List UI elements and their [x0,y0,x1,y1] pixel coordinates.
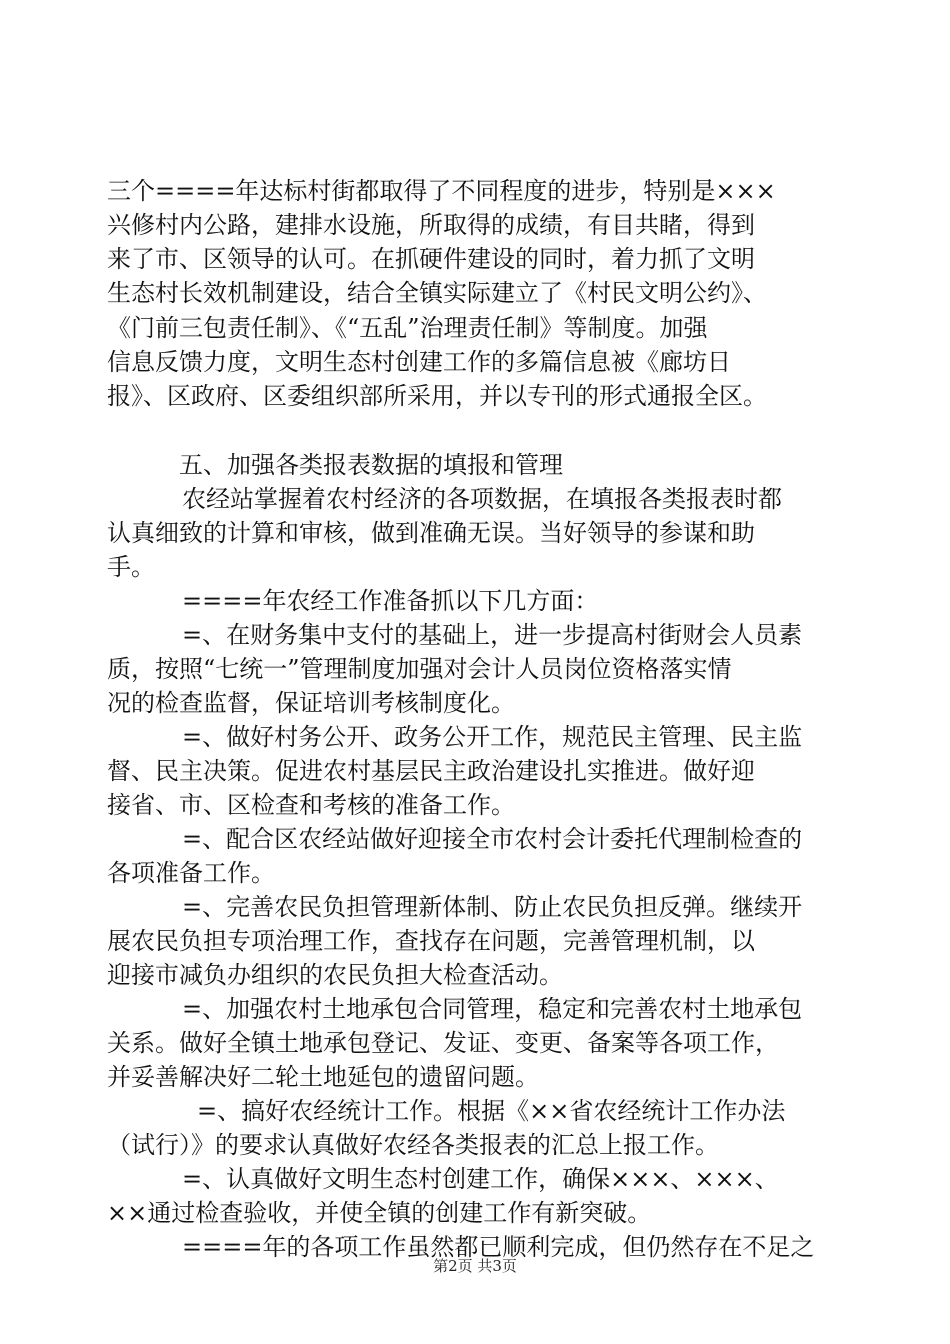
text-line: ====年农经工作准备抓以下几方面： [182,587,599,615]
text-line: =、在财务集中支付的基础上，进一步提高村街财会人员素 [182,621,803,649]
text-line: 督、民主决策。促进农村基层民主政治建设扎实推进。做好迎 [107,757,755,785]
text-line: 生态村长效机制建设，结合全镇实际建立了《村民文明公约》、 [107,279,767,307]
text-line: 《门前三包责任制》、《“五乱”治理责任制》等制度。加强 [107,314,708,342]
text-line: 接省、市、区检查和考核的准备工作。 [107,791,515,819]
text-line: =、认真做好文明生态村创建工作，确保×××、×××、 [182,1165,779,1193]
page-number: 第2页 共3页 [433,1257,517,1275]
text-line: 关系。做好全镇土地承包登记、发证、变更、备案等各项工作， [107,1029,779,1057]
text-line: 三个====年达标村街都取得了不同程度的进步，特别是××× [107,177,776,205]
text-line: 展农民负担专项治理工作，查找存在问题，完善管理机制，以 [107,927,755,955]
text-line: 手。 [107,553,155,581]
text-line: 兴修村内公路，建排水设施，所取得的成绩，有目共睹，得到 [107,211,755,239]
text-line: 况的检查监督，保证培训考核制度化。 [107,689,515,717]
text-line: =、完善农民负担管理新体制、防止农民负担反弹。继续开 [182,893,803,921]
text-line: 认真细致的计算和审核，做到准确无误。当好领导的参谋和助 [107,519,755,547]
text-line: =、配合区农经站做好迎接全市农村会计委托代理制检查的 [182,825,803,853]
text-line: ====年的各项工作虽然都已顺利完成，但仍然存在不足之 [182,1233,815,1261]
section-heading: 五、加强各类报表数据的填报和管理 [179,451,563,479]
text-line: 迎接市减负办组织的农民负担大检查活动。 [107,961,563,989]
text-line: 各项准备工作。 [107,859,275,887]
text-line: （试行）》的要求认真做好农经各类报表的汇总上报工作。 [107,1131,719,1159]
text-line: 质，按照“七统一”管理制度加强对会计人员岗位资格落实情 [107,655,732,683]
text-line: 来了市、区领导的认可。在抓硬件建设的同时，着力抓了文明 [107,245,755,273]
text-line: 并妥善解决好二轮土地延包的遗留问题。 [107,1063,539,1091]
text-line: =、搞好农经统计工作。根据《××省农经统计工作办法 [197,1097,786,1125]
text-line: 农经站掌握着农村经济的各项数据，在填报各类报表时都 [182,485,782,513]
text-line: =、做好村务公开、政务公开工作，规范民主管理、民主监 [182,723,803,751]
text-line: =、加强农村土地承包合同管理，稳定和完善农村土地承包 [182,995,803,1023]
text-line: ××通过检查验收，并使全镇的创建工作有新突破。 [107,1199,652,1227]
text-line: 信息反馈力度，文明生态村创建工作的多篇信息被《廊坊日 [107,348,731,376]
text-line: 报》、区政府、区委组织部所采用，并以专刊的形式通报全区。 [107,382,767,410]
